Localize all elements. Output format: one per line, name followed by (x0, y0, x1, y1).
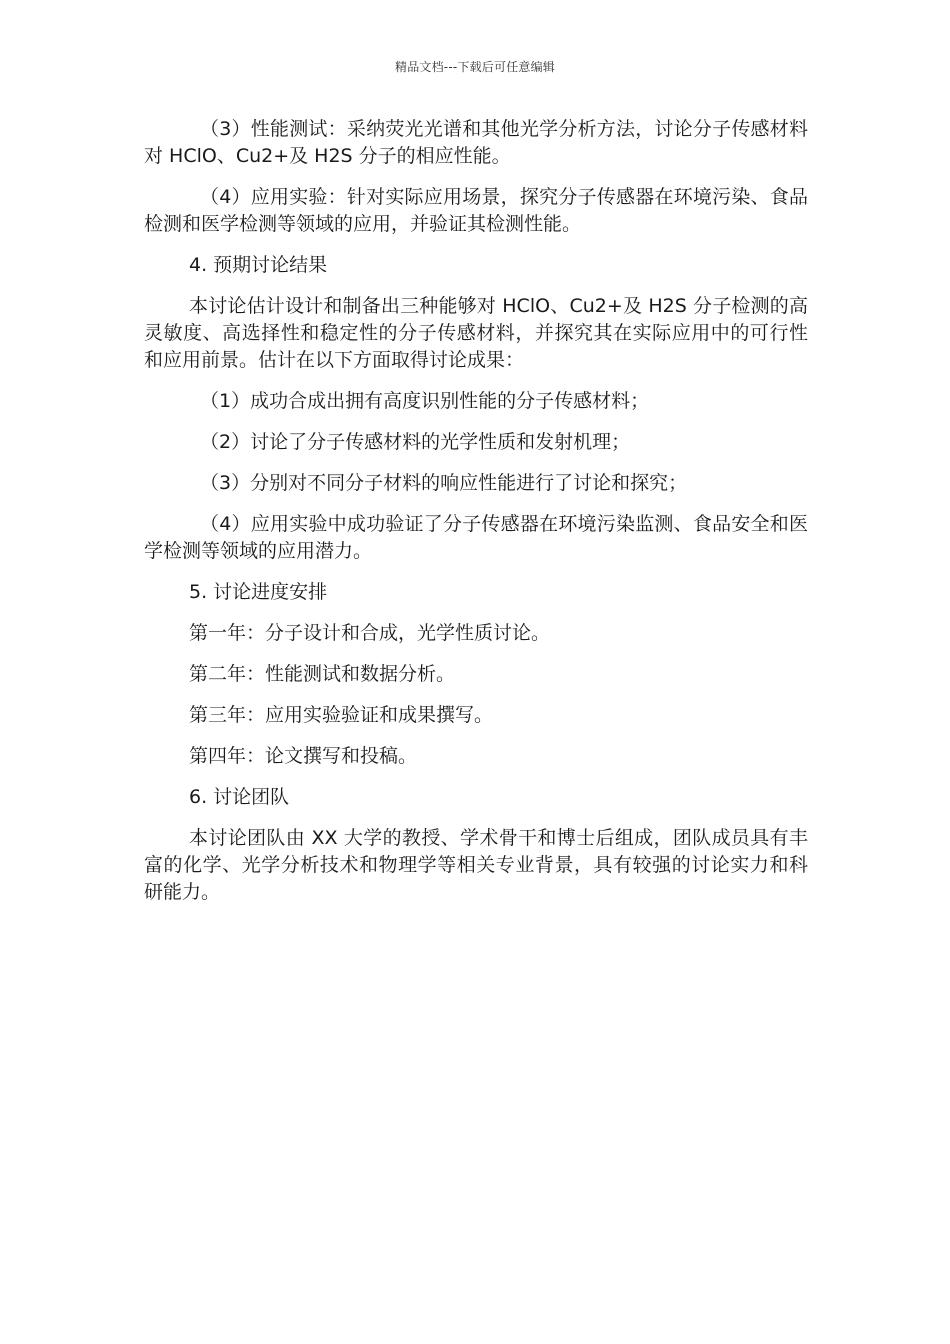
section-heading-expected-results: 4. 预期讨论结果 (189, 254, 328, 276)
paragraph-performance-test: （3）性能测试：采纳荧光光谱和其他光学分析方法，讨论分子传感材料对 HClO、Cu2+及 H2S 分子的相应性能。 (144, 118, 808, 167)
schedule-year-1: 第一年：分子设计和合成，光学性质讨论。 (189, 622, 551, 644)
paragraph-expected-results: 本讨论估计设计和制备出三种能够对 HClO、Cu2+及 H2S 分子检测的高灵敏度、高选择性和稳定性的分子传感材料，并探究其在实际应用中的可行性和应用前景。估计在以下方面取得讨论成果： (144, 295, 808, 371)
result-item-1: （1）成功合成出拥有高度识别性能的分子传感材料； (200, 390, 650, 412)
result-item-3: （3）分别对不同分子材料的响应性能进行了讨论和探究； (200, 472, 688, 494)
document-body (144, 116, 808, 920)
result-item-2: （2）讨论了分子传感材料的光学性质和发射机理； (200, 431, 631, 453)
schedule-year-4: 第四年：论文撰写和投稿。 (189, 745, 418, 767)
paragraph-team: 本讨论团队由 XX 大学的教授、学术骨干和博士后组成，团队成员具有丰富的化学、光学分析技术和物理学等相关专业背景，具有较强的讨论实力和科研能力。 (144, 827, 808, 903)
schedule-year-2: 第二年：性能测试和数据分析。 (189, 663, 456, 685)
paragraph-application-experiment: （4）应用实验：针对实际应用场景，探究分子传感器在环境污染、食品检测和医学检测等领域的应用，并验证其检测性能。 (144, 186, 808, 235)
result-item-4: （4）应用实验中成功验证了分子传感器在环境污染监测、食品安全和医学检测等领域的应用潜力。 (144, 513, 808, 562)
section-heading-schedule: 5. 讨论进度安排 (189, 581, 328, 603)
section-heading-team: 6. 讨论团队 (189, 786, 290, 808)
schedule-year-3: 第三年：应用实验验证和成果撰写。 (189, 704, 494, 726)
page-header: 精品文档---下载后可任意编辑 (395, 60, 555, 74)
